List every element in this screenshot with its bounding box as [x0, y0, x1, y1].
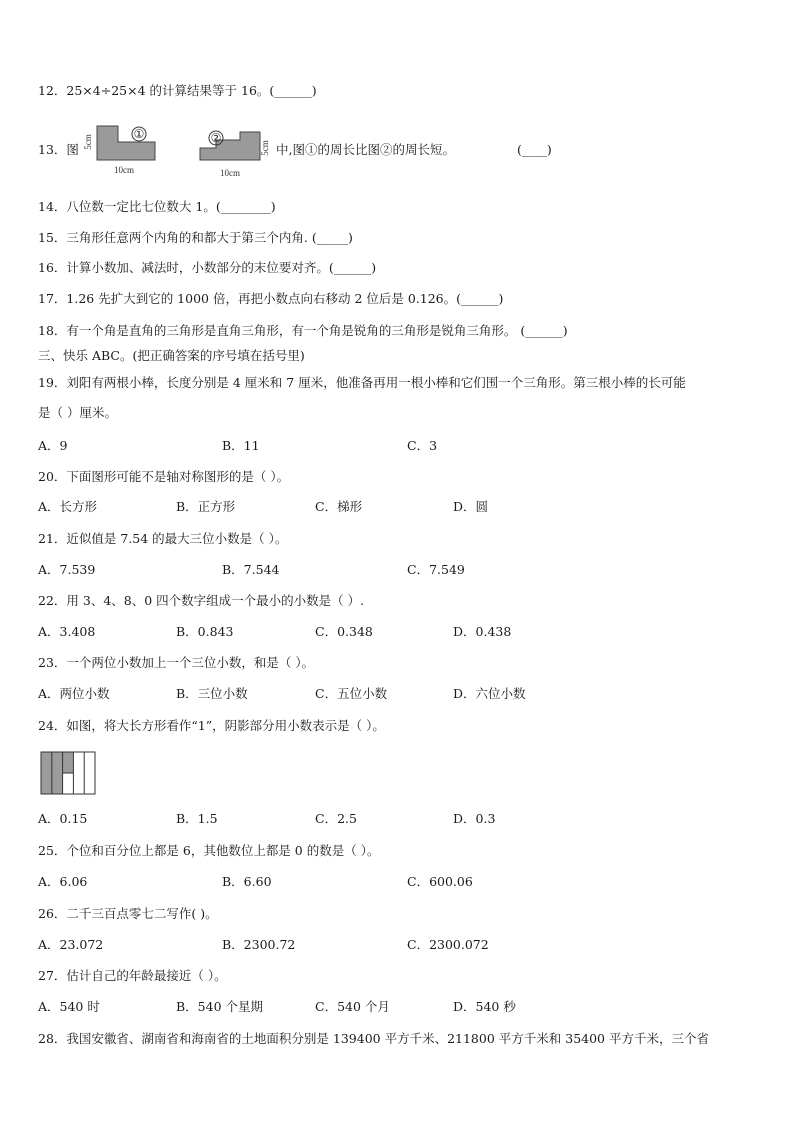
- fig2-height-label: 5cm: [260, 140, 270, 156]
- q27-option-c: C．540 个月: [315, 999, 390, 1014]
- q15: 15．三角形任意两个内角的和都大于第三个内角. (_____): [38, 230, 353, 245]
- q25-option-c: C．600.06: [407, 874, 473, 889]
- q13-prefix: 13．图: [38, 142, 79, 157]
- q20-option-b: B．正方形: [176, 499, 236, 514]
- q24-stem: 24．如图，将大长方形看作“1”，阴影部分用小数表示是（ ）。: [38, 718, 385, 733]
- q28-stem: 28．我国安徽省、湖南省和海南省的土地面积分别是 139400 平方千米、211800 平方千米和 35400 平方千米，三个省: [38, 1031, 709, 1046]
- q22-option-b: B．0.843: [176, 624, 234, 639]
- q25-option-b: B．6.60: [222, 874, 272, 889]
- q22-option-d: D．0.438: [453, 624, 512, 639]
- q21-option-c: C．7.549: [407, 562, 465, 577]
- q26-option-a: A．23.072: [38, 937, 104, 952]
- q26-option-b: B．2300.72: [222, 937, 296, 952]
- q22-stem: 22．用 3、4、8、0 四个数字组成一个最小的小数是（ ）.: [38, 593, 365, 608]
- q24-option-d: D．0.3: [453, 811, 496, 826]
- q18: 18．有一个角是直角的三角形是直角三角形，有一个角是锐角的三角形是锐角三角形。 (______): [38, 323, 568, 338]
- section-3-heading: 三、快乐 ABC。(把正确答案的序号填在括号里): [38, 348, 305, 363]
- q19-option-b: B．11: [222, 438, 260, 453]
- fig1-width-label: 10cm: [114, 165, 134, 175]
- q23-stem: 23．一个两位小数加上一个三位小数，和是（ ）。: [38, 655, 315, 670]
- q23-option-d: D．六位小数: [453, 686, 526, 701]
- q26-stem: 26．二千三百点零七二写作( )。: [38, 906, 218, 921]
- q24-figure: [40, 751, 96, 795]
- q27-option-b: B．540 个星期: [176, 999, 264, 1014]
- q22-option-a: A．3.408: [38, 624, 96, 639]
- q27-stem: 27．估计自己的年龄最接近（ ）。: [38, 968, 227, 983]
- q24-option-b: B．1.5: [176, 811, 218, 826]
- q16: 16．计算小数加、减法时，小数部分的末位要对齐。(______): [38, 260, 377, 275]
- q23-option-c: C．五位小数: [315, 686, 388, 701]
- q24-option-a: A．0.15: [38, 811, 88, 826]
- q23-option-b: B．三位小数: [176, 686, 248, 701]
- q13-figure-2: [196, 122, 278, 182]
- q13-blank: (____): [517, 142, 552, 157]
- q17: 17．1.26 先扩大到它的 1000 倍，再把小数点向右移动 2 位后是 0.126。(______): [38, 291, 504, 306]
- fig2-label: ②: [210, 131, 222, 145]
- q27-option-a: A．540 时: [38, 999, 100, 1014]
- q25-option-a: A．6.06: [38, 874, 88, 889]
- q26-option-c: C．2300.072: [407, 937, 489, 952]
- q23-option-a: A．两位小数: [38, 686, 110, 701]
- q20-stem: 20．下面图形可能不是轴对称图形的是（ ）。: [38, 469, 290, 484]
- q19-option-a: A．9: [38, 438, 68, 453]
- q25-stem: 25．个位和百分位上都是 6，其他数位上都是 0 的数是（ ）。: [38, 843, 380, 858]
- q20-option-d: D．圆: [453, 499, 489, 514]
- q19-stem-line2: 是（ ）厘米。: [38, 405, 117, 420]
- q19-option-c: C．3: [407, 438, 438, 453]
- fig2-width-label: 10cm: [220, 168, 240, 178]
- q22-option-c: C．0.348: [315, 624, 373, 639]
- q14: 14．八位数一定比七位数大 1。(________): [38, 199, 276, 214]
- q20-option-a: A．长方形: [38, 499, 98, 514]
- q13-suffix: 中,图①的周长比图②的周长短。: [276, 142, 455, 157]
- q27-option-d: D．540 秒: [453, 999, 516, 1014]
- q19-stem-line1: 19．刘阳有两根小棒，长度分别是 4 厘米和 7 厘米，他准备再用一根小棒和它们围一个三角形。第三根小棒的长可能: [38, 375, 686, 390]
- q21-stem: 21．近似值是 7.54 的最大三位小数是（ ）。: [38, 531, 288, 546]
- q20-option-c: C．梯形: [315, 499, 363, 514]
- fig1-label: ①: [133, 127, 145, 141]
- fig1-height-label: 5cm: [83, 134, 93, 150]
- q21-option-a: A．7.539: [38, 562, 96, 577]
- q13-figure-1: [80, 122, 162, 178]
- q24-option-c: C．2.5: [315, 811, 357, 826]
- q21-option-b: B．7.544: [222, 562, 280, 577]
- q12: 12．25×4÷25×4 的计算结果等于 16。(______): [38, 83, 317, 98]
- fig1-shape: [97, 126, 155, 160]
